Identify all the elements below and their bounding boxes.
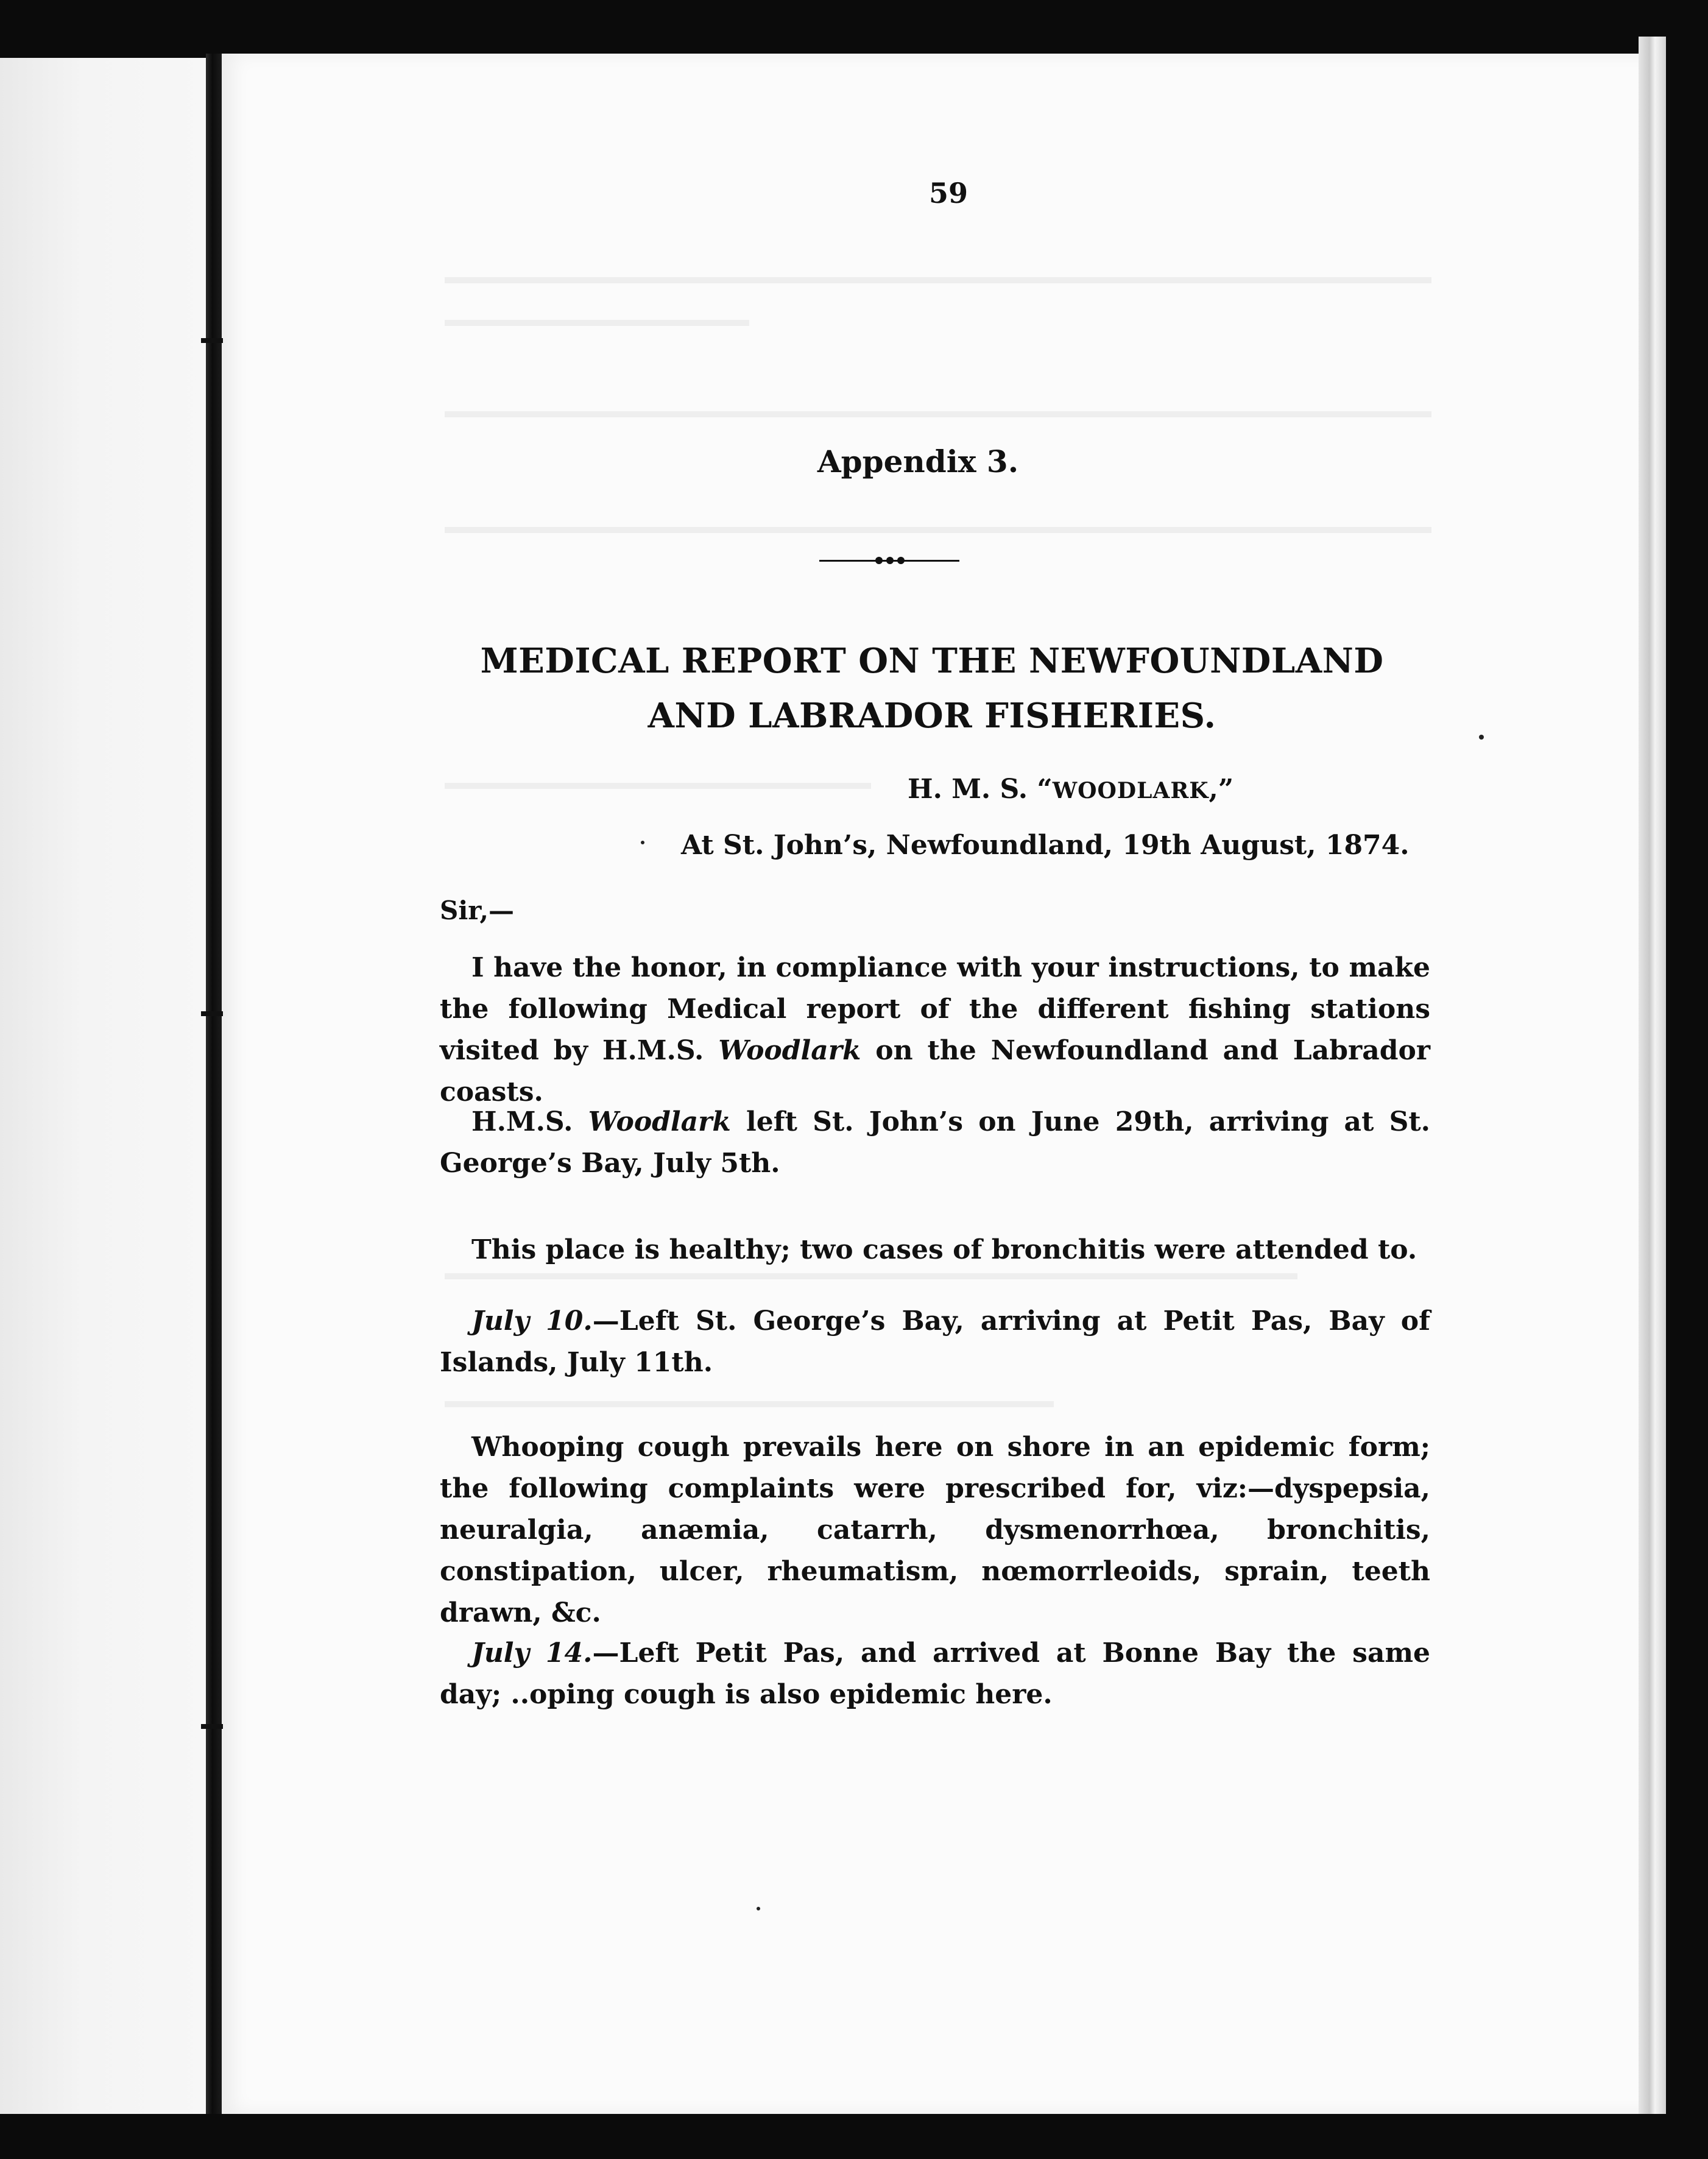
paragraph-2-end: left St. John’s on June 29th, arriving at St. George’s Bay, July 5th.: [440, 1106, 1430, 1179]
paragraph-2: [440, 1101, 1430, 1184]
location-date: At St. John’s, Newfoundland, 19th August, 1874.: [681, 830, 1410, 861]
rule-dot: [875, 557, 883, 564]
paragraph-6: [440, 1633, 1430, 1716]
scan-frame-right: [1666, 0, 1708, 2159]
ink-speck: [757, 1907, 760, 1910]
bleed-through-line: [445, 411, 1431, 417]
ink-speck: [641, 841, 644, 844]
paragraph-6-date: July 14.: [471, 1638, 593, 1669]
page-fore-edge: [1639, 37, 1666, 2114]
binding-stitch-mark: [201, 1724, 223, 1729]
appendix-heading: Appendix 3.: [817, 443, 1019, 479]
bleed-through-line: [445, 1401, 1054, 1407]
bleed-through-line: [445, 277, 1431, 283]
ship-heading: [908, 774, 1233, 805]
paragraph-1-ship-name: Woodlark: [718, 1035, 861, 1066]
scan-frame-top: [0, 0, 1708, 58]
bleed-through-line: [445, 1273, 1297, 1279]
salutation: Sir,—: [440, 896, 514, 925]
ink-speck: [1479, 735, 1484, 740]
title-line-1: MEDICAL REPORT ON THE NEWFOUNDLAND: [480, 641, 1384, 681]
paragraph-1: [440, 947, 1430, 1113]
facing-page-edge: [0, 58, 207, 2114]
paragraph-3: This place is healthy; two cases of bronchitis were attended to.: [471, 1234, 1417, 1265]
paragraph-4-date: July 10.: [471, 1306, 593, 1337]
binding-gutter: [206, 54, 222, 2119]
rule-dot: [897, 557, 905, 564]
ornamental-rule: [819, 554, 959, 567]
paragraph-6-text: —Left Petit Pas, and arrived at Bonne Bay the same day; ..oping cough is also epidemic here.: [440, 1638, 1430, 1710]
paragraph-4-text: —Left St. George’s Bay, arriving at Petit Pas, Bay of Islands, July 11th.: [440, 1306, 1430, 1378]
ship-name: WOODLARK: [1052, 778, 1209, 804]
report-title: [439, 634, 1425, 743]
paragraph-4: [440, 1301, 1430, 1383]
bleed-through-line: [445, 320, 749, 326]
paragraph-1-end: on the Newfoundland and Labrador coasts.: [440, 1035, 1431, 1108]
rule-dot: [886, 557, 894, 564]
bleed-through-line: [445, 527, 1431, 533]
ship-suffix: ,”: [1209, 774, 1234, 805]
bleed-through-line: [445, 783, 871, 789]
binding-stitch-mark: [201, 1011, 223, 1016]
scan-frame-bottom: [0, 2114, 1708, 2159]
paragraph-1-text: I have the honor, in compliance with your instructions, to make the following Medical report of the different fishing stations visited by H.M.S.: [440, 952, 1430, 1066]
title-line-2: AND LABRADOR FISHERIES.: [648, 696, 1216, 736]
paragraph-2-ship-name: Woodlark: [588, 1106, 731, 1137]
page-number: 59: [928, 177, 968, 210]
binding-stitch-mark: [201, 338, 223, 343]
paragraph-5: Whooping cough prevails here on shore in an epidemic form; the following complaints were prescribed for, viz:—dyspepsia, neuralgia, anæmia, catarrh, dysmenorrhœa, bronchitis, constipation, ulcer, rheumatism, nœmorrleoids, sprain, teeth drawn, &c.: [440, 1432, 1430, 1628]
paragraph-2-start: H.M.S.: [471, 1106, 588, 1137]
ship-prefix: H. M. S. “: [908, 774, 1053, 805]
